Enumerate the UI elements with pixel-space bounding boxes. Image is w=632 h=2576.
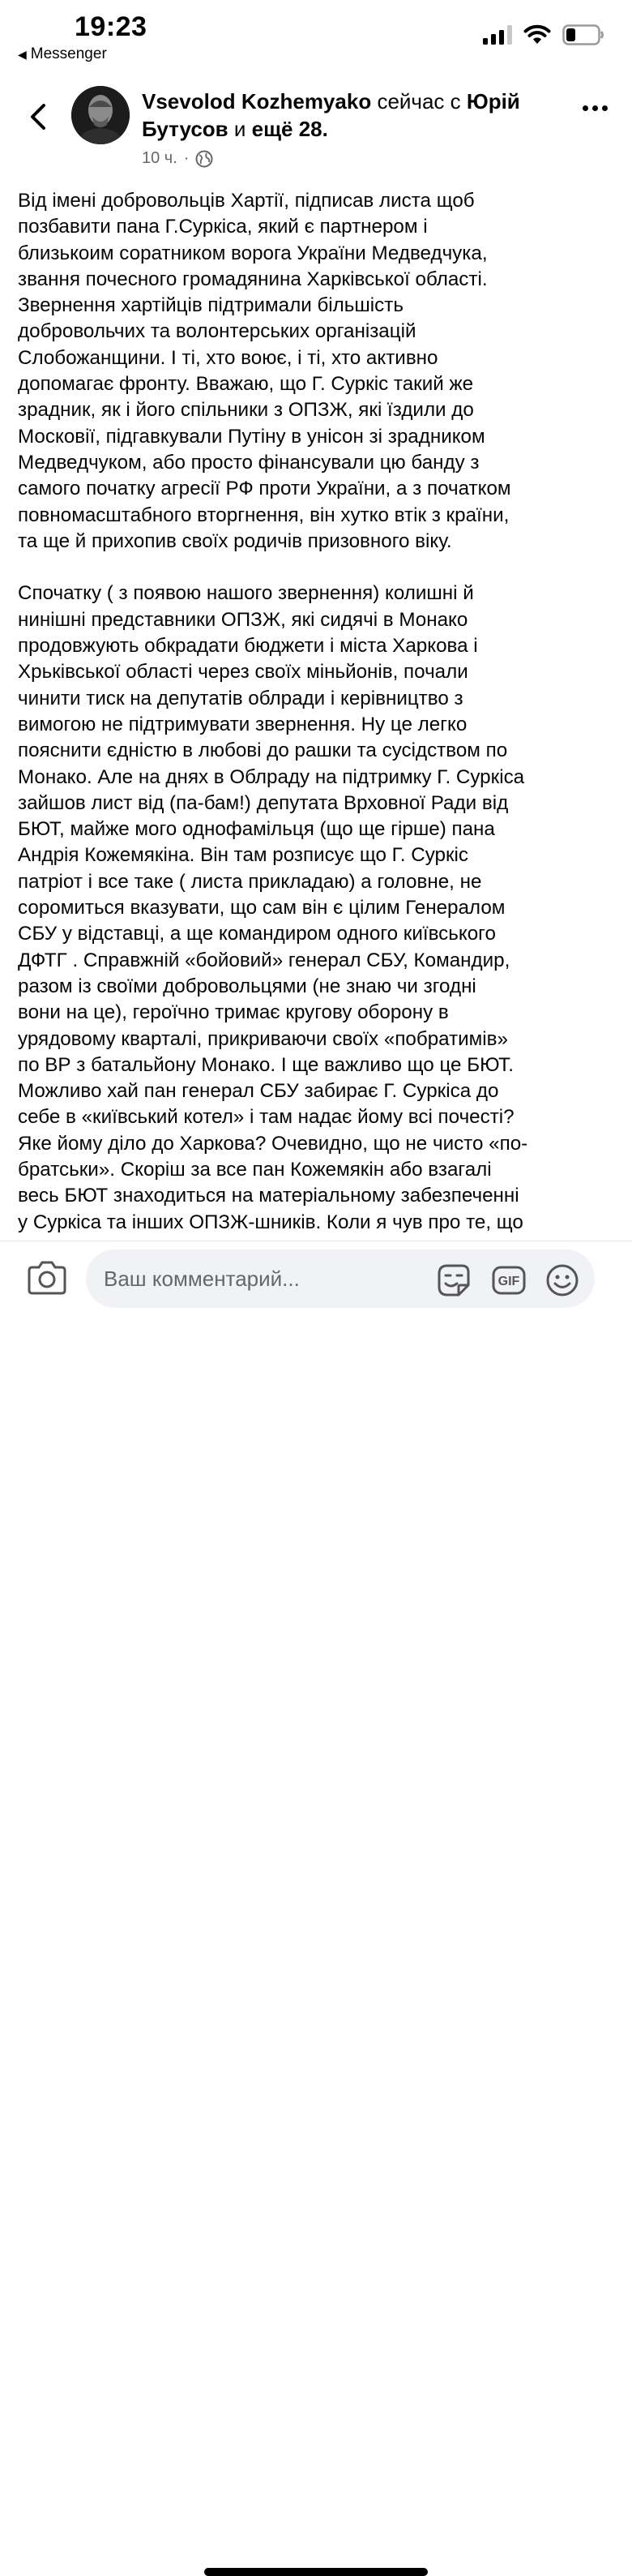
post-body (18, 188, 617, 1241)
battery-icon (562, 24, 604, 45)
author-name[interactable]: Vsevolod Kozhemyako (142, 89, 372, 114)
comment-composer (0, 1241, 632, 1369)
post-paragraph: Спочатку ( з появою нашого звернення) колишні й нинішні представники ОПЗЖ, які сидячі в Монако продовжують обкрадати бюджети і міста Харкова і Хрьківської області через своїх міньйонів, почали чинити тиск на депутатів облради і керівництво з вимогою не підтримувати звернення. Ну це легко пояснити єдністю в любові до рашки та сусідством по Монако. Але на днях в Облраду на підтримку Г. Суркіса зайшов лист від (па-бам!) депутата Врховної Ради від БЮТ, майже мого однофамільця (що ще гірше) пана Андрія Кожемякіна. Він там розписує що Г. Суркіс патріот і все таке ( листа прикладаю) а головне, не соромиться вказувати, що сам він є цілим Генералом СБУ у відставці, а ще командиром одного київського ДФТГ . Справжній «бойовий» генерал СБУ, Командир, разом із своїми добровольцями (не знаю чи згодні вони на це), героїчно тримає кругову оборону в урядовому кварталі, прикриваючи своїх «побратимів» по ВР з батальйону Монако. І ще важливо що це БЮТ. Можливо хай пан генерал СБУ забирає Г. Суркіса до себе в «київський котел» і там надає йому всі почесті? Яке йому діло до Харкова? Очевидно, що не чисто «по- братськи». Скоріш за все пан Кожемякін або взагалі весь БЮТ знаходиться на матеріальному забезпеченні у Суркіса та інших ОПЗЖ-шників. Коли я чув про те, що (18, 582, 528, 1233)
gif-icon (489, 1261, 528, 1300)
comment-input[interactable] (104, 1249, 395, 1308)
status-bar (0, 0, 632, 73)
more-options-icon[interactable] (583, 105, 608, 111)
post-author-line: Vsevolod Kozhemyako сейчас с Юрій Бутусов и ещё 28. (142, 89, 520, 141)
tagged-others[interactable]: ещё 28 (251, 117, 322, 141)
post-header (0, 81, 632, 170)
post-paragraph: Від імені добровольців Хартії, підписав листа щоб позбавити пана Г.Суркіса, який є партнером і близькоим соратником ворога України Медведчука, звання почесного громадянина Харківської області. Звернення хартійців підтримали більшість добровольчих та волонтерських організацій Слобожанщини. І ті, хто воює, і ті, хто активно допомагає фронту. Вважаю, що Г. Суркіс такий же зрадник, як і його спільники з ОПЗЖ, які їздили до Московії, підгавкували Путіну в унісон зі зрадником Медведчуком, або просто фінансували цю банду з самого початку агресії РФ проти України, а з початком повномасштабного вторгнення, він хутко втік з країни, та ще й прихопив своїх родичів призовного віку. (18, 190, 511, 552)
home-indicator (204, 2568, 428, 2576)
camera-icon[interactable] (26, 1259, 68, 1297)
wifi-icon (523, 24, 551, 45)
avatar-portrait-icon (71, 86, 130, 144)
and-connector: и (233, 117, 246, 141)
post-time[interactable]: 10 ч. (142, 149, 177, 167)
with-connector: сейчас с (377, 89, 461, 114)
gif-label: GIF (497, 1275, 520, 1288)
status-icons (483, 24, 604, 45)
back-app-label: Messenger (30, 45, 107, 62)
post-meta (142, 149, 213, 168)
tagged-person[interactable]: Юрій Бутусов (142, 89, 520, 141)
emoji-icon[interactable] (543, 1261, 582, 1300)
avatar[interactable] (71, 86, 130, 144)
back-chevron-icon[interactable] (23, 101, 55, 133)
globe-icon (195, 150, 213, 168)
back-to-app-link[interactable] (18, 45, 107, 63)
signal-icon (483, 25, 512, 45)
status-time: 19:23 (75, 11, 147, 42)
comment-box[interactable] (86, 1249, 595, 1308)
meta-dot: · (183, 149, 190, 167)
sticker-icon[interactable] (434, 1261, 473, 1300)
gif-button[interactable] (489, 1261, 528, 1300)
back-triangle-icon: ◀ (18, 47, 27, 61)
